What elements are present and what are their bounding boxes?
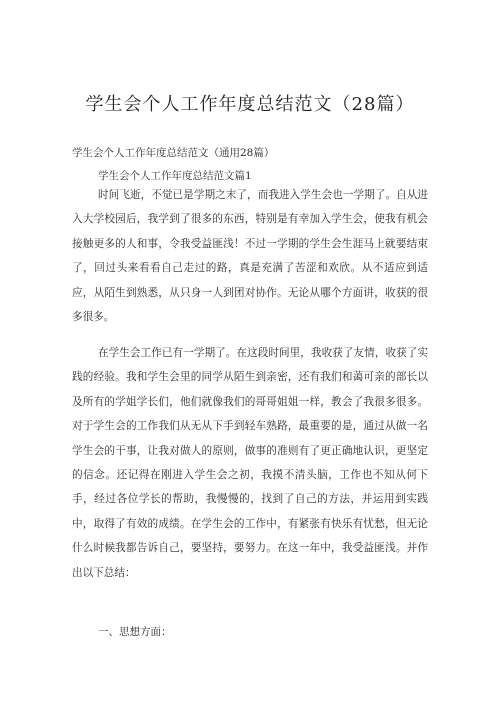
document-title: 学生会个人工作年度总结范文（28篇）	[85, 94, 415, 115]
paragraph-1: 时间飞逝，不觉已是学期之末了，而我进入学生会也一学期了。自从进入大学校园后，我学到了很多的东西，特别是有幸加入学生会，使我有机会接触更多的人和事，令我受益匪浅！不过一学期的学生会生涯马上就要结束了，回过头来看看自己走过的路，真是充满了苦涩和欢欣。从不适应到适应，从陌生到熟悉，从只身一人到团对协作。无论从哪个方面讲，收获的很多很多。	[72, 189, 428, 324]
document-subtitle: 学生会个人工作年度总结范文（通用28篇）	[72, 147, 275, 159]
paragraph-2: 在学生会工作已有一学期了。在这段时间里，我收获了友情，收获了实践的经验。我和学生会里的同学从陌生到亲密，还有我们和蔼可亲的部长以及所有的学姐学长们，他们就像我们的哥哥姐姐一样，教会了我很多很多。对于学生会的工作我们从无从下手到轻车熟路，最重要的是，通过从做一名学生会的干事，让我对做人的原则，做事的准则有了更正确地认识，更坚定的信念。还记得在刚进入学生会之初，我摸不清头脑，工作也不知从何下手，经过各位学长的帮助，我慢慢的，找到了自己的方法，并运用到实践中，取得了有效的成绩。在学生会的工作中，有紧张有快乐有忧愁，但无论什么时候我都告诉自己，要坚持，要努力。在这一年中，我受益匪浅。并作出以下总结：	[72, 347, 428, 579]
section-heading-article-1: 学生会个人工作年度总结范文篇1	[98, 170, 252, 182]
section-heading-thought: 一、思想方面：	[98, 626, 172, 638]
